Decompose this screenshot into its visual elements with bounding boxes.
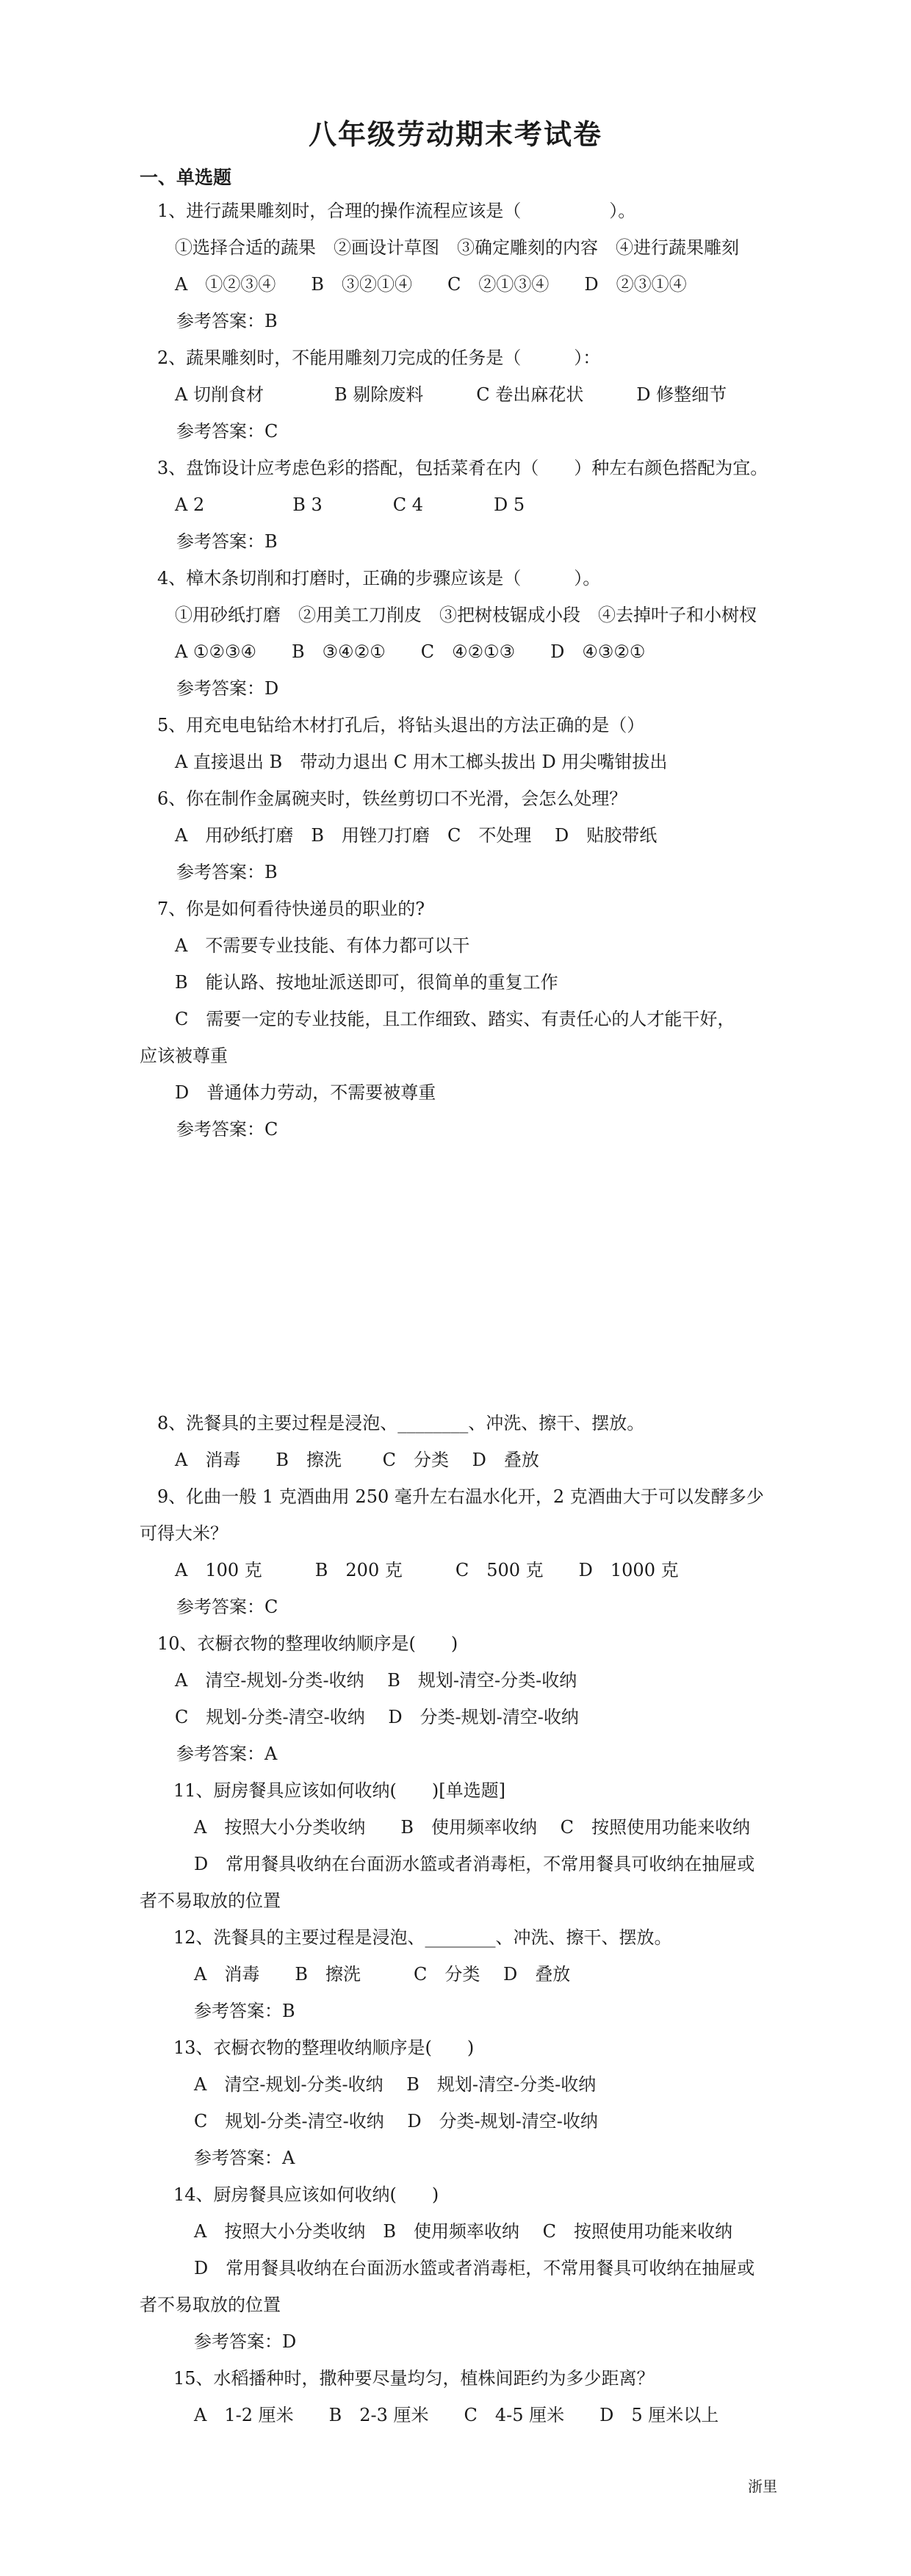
option-line: A 1-2 厘米 B 2-3 厘米 C 4-5 厘米 D 5 厘米以上 xyxy=(194,2405,719,2425)
question-6: 6、你在制作金属碗夹时，铁丝剪切口不光滑，会怎么处理？ xyxy=(157,788,627,809)
option-continuation: 者不易取放的位置 xyxy=(140,2295,281,2315)
question-10: 10、衣橱衣物的整理收纳顺序是( ) xyxy=(157,1633,458,1654)
answer-line: 参考答案：B xyxy=(194,2001,295,2021)
option-line: C 需要一定的专业技能，且工作细致、踏实、有责任心的人才能干好， xyxy=(175,1009,735,1029)
option-line: A ①②③④ B ③④②① C ④②①③ D ④③②① xyxy=(175,641,646,662)
option-continuation: 者不易取放的位置 xyxy=(140,1890,281,1911)
question-11: 11、厨房餐具应该如何收纳( )[单选题] xyxy=(173,1780,505,1801)
option-line: ①用砂纸打磨 ②用美工刀削皮 ③把树枝锯成小段 ④去掉叶子和小树杈 xyxy=(175,605,757,625)
footer-watermark: 浙里 xyxy=(748,2478,777,2495)
question-9: 9、化曲一般 1 克酒曲用 250 毫升左右温水化开，2 克酒曲大于可以发酵多少 xyxy=(157,1486,764,1507)
option-line: D 常用餐具收纳在台面沥水篮或者消毒柜，不常用餐具可收纳在抽屉或 xyxy=(194,1854,755,1874)
option-line: A 不需要专业技能、有体力都可以干 xyxy=(175,935,470,956)
question-5: 5、用充电电钻给木材打孔后，将钻头退出的方法正确的是（） xyxy=(157,715,645,735)
question-3: 3、盘饰设计应考虑色彩的搭配，包括菜肴在内（ ）种左右颜色搭配为宜。 xyxy=(157,458,768,478)
answer-line: 参考答案：D xyxy=(176,678,279,699)
option-line: A 直接退出 B 带动力退出 C 用木工榔头拔出 D 用尖嘴钳拔出 xyxy=(175,752,668,772)
option-line: A 100 克 B 200 克 C 500 克 D 1000 克 xyxy=(175,1560,679,1580)
question-14: 14、厨房餐具应该如何收纳( ) xyxy=(173,2184,439,2205)
question-8: 8、洗餐具的主要过程是浸泡、________、冲洗、擦干、摆放。 xyxy=(157,1413,645,1433)
answer-line: 参考答案：A xyxy=(176,1744,278,1764)
answer-line: 参考答案：B xyxy=(176,531,278,552)
question-2: 2、蔬果雕刻时，不能用雕刻刀完成的任务是（ ）： xyxy=(157,348,601,368)
option-line: A 清空-规划-分类-收纳 B 规划-清空-分类-收纳 xyxy=(175,1670,577,1691)
answer-line: 参考答案：C xyxy=(176,1597,278,1617)
answer-line: 参考答案：C xyxy=(176,1119,278,1140)
answer-line: 参考答案：C xyxy=(176,421,278,442)
question-13: 13、衣橱衣物的整理收纳顺序是( ) xyxy=(173,2037,475,2058)
option-line: A 按照大小分类收纳 B 使用频率收纳 C 按照使用功能来收纳 xyxy=(194,1817,750,1838)
option-line: D 普通体力劳动，不需要被尊重 xyxy=(175,1082,436,1103)
option-line: C 规划-分类-清空-收纳 D 分类-规划-清空-收纳 xyxy=(175,1707,579,1727)
option-line: A 用砂纸打磨 B 用锉刀打磨 C 不处理 D 贴胶带纸 xyxy=(175,825,658,846)
section-heading: 一、单选题 xyxy=(140,167,232,188)
answer-line: 参考答案：D xyxy=(194,2331,297,2352)
option-line: D 常用餐具收纳在台面沥水篮或者消毒柜，不常用餐具可收纳在抽屉或 xyxy=(194,2258,755,2278)
question-7: 7、你是如何看待快递员的职业的? xyxy=(157,899,425,919)
option-line: C 规划-分类-清空-收纳 D 分类-规划-清空-收纳 xyxy=(194,2111,598,2131)
question-15: 15、水稻播种时，撒种要尽量均匀，植株间距约为多少距离？ xyxy=(173,2368,655,2389)
option-line: A 消毒 B 擦洗 C 分类 D 叠放 xyxy=(194,1964,571,1985)
answer-line: 参考答案：A xyxy=(194,2148,295,2168)
answer-line: 参考答案：B xyxy=(176,862,278,882)
option-continuation: 应该被尊重 xyxy=(140,1046,228,1066)
question-continuation: 可得大米？ xyxy=(140,1523,228,1544)
answer-line: 参考答案：B xyxy=(176,311,278,331)
option-line: A 消毒 B 擦洗 C 分类 D 叠放 xyxy=(175,1450,539,1470)
option-line: B 能认路、按地址派送即可，很简单的重复工作 xyxy=(175,972,558,993)
option-line: A 切削食材 B 剔除废料 C 卷出麻花状 D 修整细节 xyxy=(175,384,727,405)
question-1: 1、进行蔬果雕刻时，合理的操作流程应该是（ ）。 xyxy=(157,201,636,221)
option-line: A 清空-规划-分类-收纳 B 规划-清空-分类-收纳 xyxy=(194,2074,597,2095)
page-title: 八年级劳动期末考试卷 xyxy=(308,118,602,151)
option-line: A 2 B 3 C 4 D 5 xyxy=(175,494,525,515)
option-line: ①选择合适的蔬果 ②画设计草图 ③确定雕刻的内容 ④进行蔬果雕刻 xyxy=(175,237,739,258)
option-line: A ①②③④ B ③②①④ C ②①③④ D ②③①④ xyxy=(175,274,687,295)
question-4: 4、樟木条切削和打磨时，正确的步骤应该是（ ）。 xyxy=(157,568,601,589)
question-12: 12、洗餐具的主要过程是浸泡、________、冲洗、擦干、摆放。 xyxy=(173,1927,672,1948)
option-line: A 按照大小分类收纳 B 使用频率收纳 C 按照使用功能来收纳 xyxy=(194,2221,732,2242)
